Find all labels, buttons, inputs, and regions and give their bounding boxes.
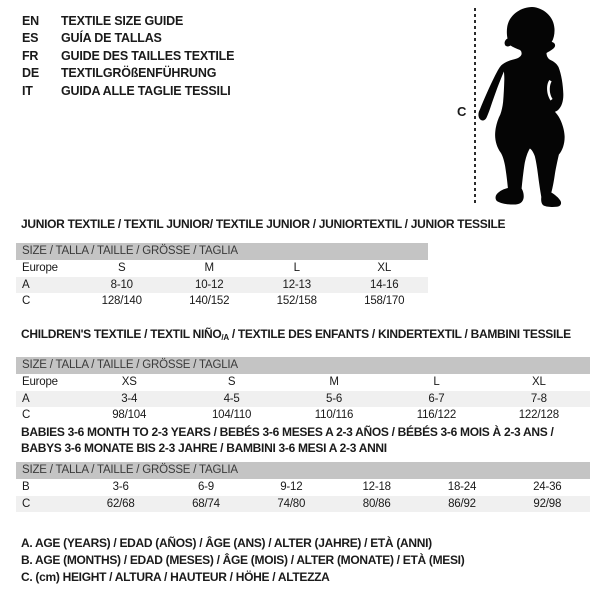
table-cell: 18-24	[447, 481, 477, 493]
table-cell: S	[118, 262, 126, 274]
table-cell: 158/170	[364, 295, 405, 307]
table-cell: M	[204, 262, 214, 274]
table-cell: 116/122	[416, 409, 457, 421]
section-junior-textile	[16, 216, 506, 310]
table-cell: XL	[531, 376, 546, 388]
table-cell: 140/152	[189, 295, 230, 307]
lang-row-en	[22, 12, 234, 30]
table-row	[16, 479, 590, 496]
lang-row-it	[22, 82, 234, 100]
toddler-silhouette-icon	[440, 0, 600, 220]
title-subscript: /A	[221, 333, 229, 342]
children-size-table	[16, 357, 590, 424]
section-title: JUNIOR TEXTILE / TEXTIL JUNIOR/ TEXTILE JUNIOR / JUNIORTEXTIL / JUNIOR TESSILE	[21, 217, 506, 231]
table-row	[16, 391, 590, 408]
row-label: Europe	[22, 376, 58, 388]
table-body	[16, 479, 590, 512]
table-cell: 6-7	[428, 392, 445, 405]
language-title-list	[22, 12, 234, 100]
lang-label: GUIDE DES TAILLES TEXTILE	[61, 48, 235, 63]
legend-line-a: A. AGE (YEARS) / EDAD (AÑOS) / ÂGE (ANS) / ALTER (JAHRE) / ETÀ (ANNI)	[21, 536, 432, 550]
table-cell: L	[433, 376, 440, 388]
table-cell: 92/98	[533, 497, 562, 510]
babies-size-table	[16, 462, 590, 512]
lang-code: DE	[22, 66, 39, 81]
lang-row-fr	[22, 47, 234, 65]
table-cell: 14-16	[370, 278, 399, 291]
row-label: C	[22, 409, 31, 421]
table-row	[16, 374, 590, 391]
legend-line-b: B. AGE (MONTHS) / EDAD (MESES) / ÂGE (MOIS) / ALTER (MONATE) / ETÀ (MESI)	[21, 553, 465, 567]
table-row	[16, 277, 428, 294]
table-cell: 3-4	[121, 392, 138, 405]
section-babies-textile	[16, 424, 590, 512]
row-label: C	[22, 295, 31, 307]
table-cell: 128/140	[101, 295, 142, 307]
lang-row-de	[22, 65, 234, 83]
table-cell: L	[293, 262, 300, 274]
lang-label: GUÍA DE TALLAS	[61, 31, 162, 46]
table-row	[16, 293, 428, 310]
size-header-bar: SIZE / TALLA / TAILLE / GRÖSSE / TAGLIA	[16, 357, 590, 374]
table-cell: XS	[121, 376, 137, 388]
table-cell: 9-12	[280, 481, 303, 493]
table-cell: 8-10	[110, 278, 133, 291]
legend-line-c: C. (cm) HEIGHT / ALTURA / HAUTEUR / HÖHE / ALTEZZA	[21, 570, 330, 584]
table-cell: 12-13	[282, 278, 311, 291]
table-row	[16, 260, 428, 277]
row-label: Europe	[22, 262, 58, 274]
table-cell: 3-6	[112, 481, 129, 493]
row-label: A	[22, 278, 30, 291]
title-part: CHILDREN'S TEXTILE / TEXTIL NIÑO	[21, 327, 222, 341]
junior-size-table	[16, 243, 428, 310]
table-row	[16, 407, 590, 424]
table-cell: 12-18	[362, 481, 391, 493]
table-cell: 6-9	[197, 481, 214, 493]
lang-label: TEXTILE SIZE GUIDE	[61, 13, 184, 28]
section-title-line2: BABYS 3-6 MONATE BIS 2-3 JAHRE / BAMBINI 3-6 MESI A 2-3 ANNI	[21, 441, 387, 455]
row-label: A	[22, 392, 30, 405]
lang-label: TEXTILGRÖßENFÜHRUNG	[61, 66, 217, 81]
table-cell: 24-36	[533, 481, 562, 493]
lang-code: FR	[22, 48, 39, 63]
table-cell: 68/74	[192, 497, 220, 510]
section-title-line1: BABIES 3-6 MONTH TO 2-3 YEARS / BEBÉS 3-6 MESES A 2-3 AÑOS / BÉBÉS 3-6 MOIS À 2-3 ANS /	[21, 425, 554, 439]
lang-code: ES	[22, 31, 39, 46]
table-cell: 122/128	[518, 409, 559, 421]
table-body	[16, 260, 428, 310]
height-measure-label: C	[457, 104, 467, 119]
table-cell: S	[227, 376, 236, 388]
table-cell: 86/92	[448, 497, 476, 510]
table-cell: 62/68	[106, 497, 135, 510]
table-cell: 80/86	[362, 497, 391, 510]
table-cell: 5-6	[326, 392, 343, 405]
lang-label: GUIDA ALLE TAGLIE TESSILI	[61, 83, 231, 98]
table-cell: 152/158	[276, 295, 317, 307]
table-cell: 98/104	[112, 409, 147, 421]
table-cell: 104/110	[211, 409, 252, 421]
table-cell: 74/80	[277, 497, 306, 510]
table-cell: 110/116	[314, 409, 354, 421]
lang-row-es	[22, 30, 234, 48]
table-row	[16, 496, 590, 513]
table-cell: 7-8	[530, 392, 547, 405]
size-header-bar: SIZE / TALLA / TAILLE / GRÖSSE / TAGLIA	[16, 462, 590, 479]
table-body	[16, 374, 590, 424]
table-cell: M	[329, 376, 339, 388]
size-header-bar: SIZE / TALLA / TAILLE / GRÖSSE / TAGLIA	[16, 243, 428, 260]
table-cell: XL	[377, 262, 392, 274]
table-cell: 4-5	[223, 392, 240, 405]
row-label: C	[22, 497, 31, 510]
measure-legend	[21, 535, 464, 586]
height-measure-figure	[440, 0, 600, 220]
title-part: / TEXTILE DES ENFANTS / KINDERTEXTIL / BAMBINI TESSILE	[228, 327, 571, 341]
lang-code: EN	[22, 13, 39, 28]
row-label: B	[22, 481, 30, 493]
lang-code: IT	[22, 83, 33, 98]
section-title	[21, 326, 590, 346]
table-cell: 10-12	[195, 278, 224, 291]
section-children-textile	[16, 326, 590, 424]
